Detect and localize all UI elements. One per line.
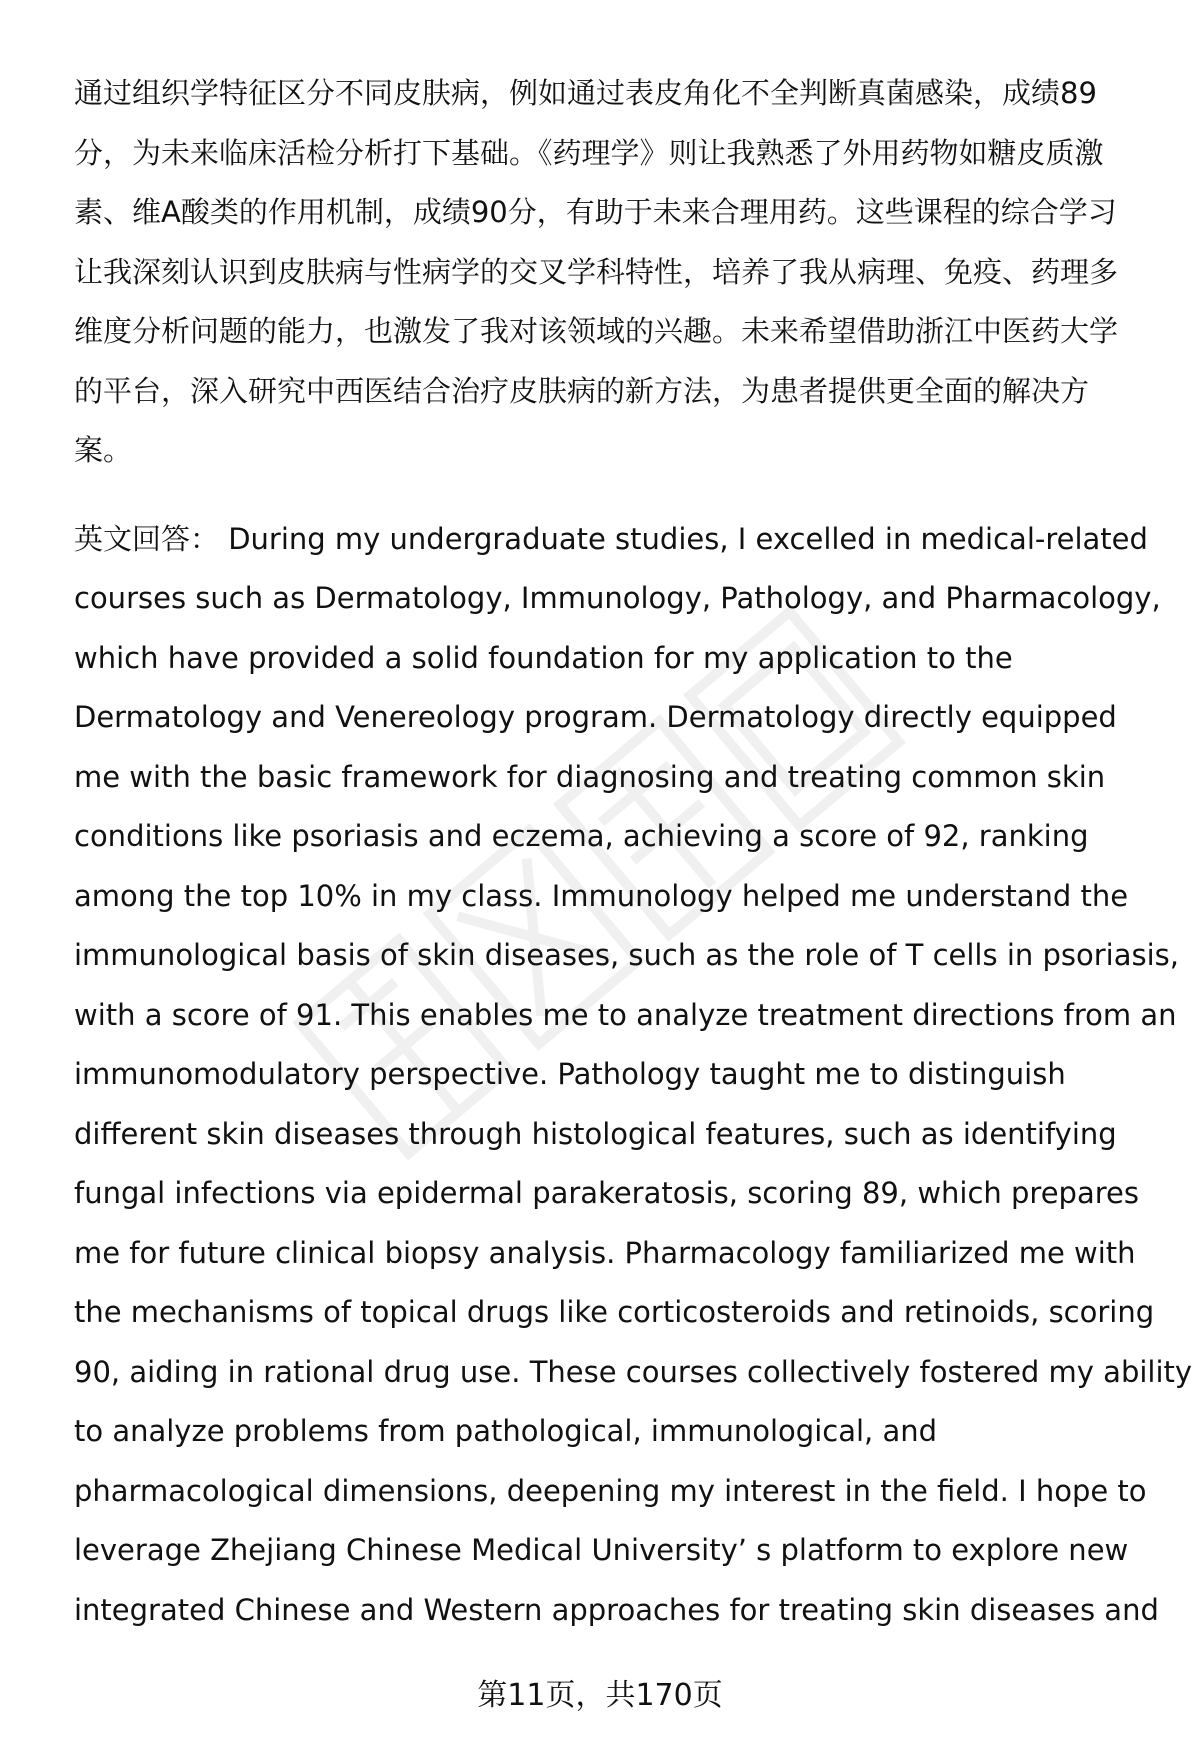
english-line: Dermatology and Venereology program. Dermatology directly equipped bbox=[74, 700, 1117, 734]
english-line: 90, aiding in rational drug use. These courses collectively fostered my ability bbox=[74, 1354, 1193, 1389]
english-line: immunomodulatory perspective. Pathology taught me to distinguish bbox=[74, 1057, 1066, 1091]
english-line: leverage Zhejiang Chinese Medical University’ s platform to explore new bbox=[74, 1533, 1129, 1567]
english-line: me for future clinical biopsy analysis. Pharmacology familiarized me with bbox=[74, 1235, 1136, 1270]
chinese-line: 素、维A酸类的作用机制，成绩90分，有助于未来合理用药。这些课程的综合学习 bbox=[74, 195, 1117, 229]
english-line: fungal infections via epidermal parakeratosis, scoring 89, which prepares bbox=[74, 1176, 1139, 1210]
chinese-line: 的平台，深入研究中西医结合治疗皮肤病的新方法，为患者提供更全面的解决方 bbox=[74, 373, 1090, 408]
english-line: with a score of 91. This enables me to analyze treatment directions from an bbox=[74, 997, 1177, 1032]
english-line: me with the basic framework for diagnosing and treating common skin bbox=[74, 759, 1106, 794]
page-number-footer: 第11页，共170页 bbox=[477, 1678, 723, 1713]
chinese-line: 分，为未来临床活检分析打下基础。《药理学》则让我熟悉了外用药物如糖皮质激 bbox=[74, 135, 1104, 170]
english-line: integrated Chinese and Western approaches for treating skin diseases and bbox=[74, 1592, 1159, 1627]
document-body bbox=[74, 64, 1193, 1640]
chinese-line: 通过组织学特征区分不同皮肤病，例如通过表皮角化不全判断真菌感染，成绩89 bbox=[74, 76, 1097, 110]
english-line: pharmacological dimensions, deepening my interest in the field. I hope to bbox=[74, 1473, 1147, 1508]
english-line: to analyze problems from pathological, immunological, and bbox=[74, 1414, 938, 1448]
chinese-paragraph bbox=[74, 64, 1174, 481]
english-line: immunological basis of skin diseases, such as the role of T cells in psoriasis, bbox=[74, 938, 1179, 972]
english-line: conditions like psoriasis and eczema, achieving a score of 92, ranking bbox=[74, 819, 1089, 853]
english-line: the mechanisms of topical drugs like corticosteroids and retinoids, scoring bbox=[74, 1295, 1155, 1329]
chinese-line: 让我深刻认识到皮肤病与性病学的交叉学科特性，培养了我从病理、免疫、药理多 bbox=[74, 254, 1119, 289]
chinese-line: 案。 bbox=[74, 433, 133, 467]
english-line: courses such as Dermatology, Immunology, Pathology, and Pharmacology, bbox=[74, 581, 1161, 615]
english-paragraph bbox=[74, 510, 1193, 1641]
english-line: which have provided a solid foundation for my application to the bbox=[74, 640, 1013, 675]
english-line: 英文回答： During my undergraduate studies, I excelled in medical-related bbox=[74, 521, 1148, 556]
english-line: among the top 10% in my class. Immunology helped me understand the bbox=[74, 878, 1129, 913]
chinese-line: 维度分析问题的能力，也激发了我对该领域的兴趣。未来希望借助浙江中医药大学 bbox=[74, 314, 1119, 348]
english-line: different skin diseases through histological features, such as identifying bbox=[74, 1116, 1117, 1151]
